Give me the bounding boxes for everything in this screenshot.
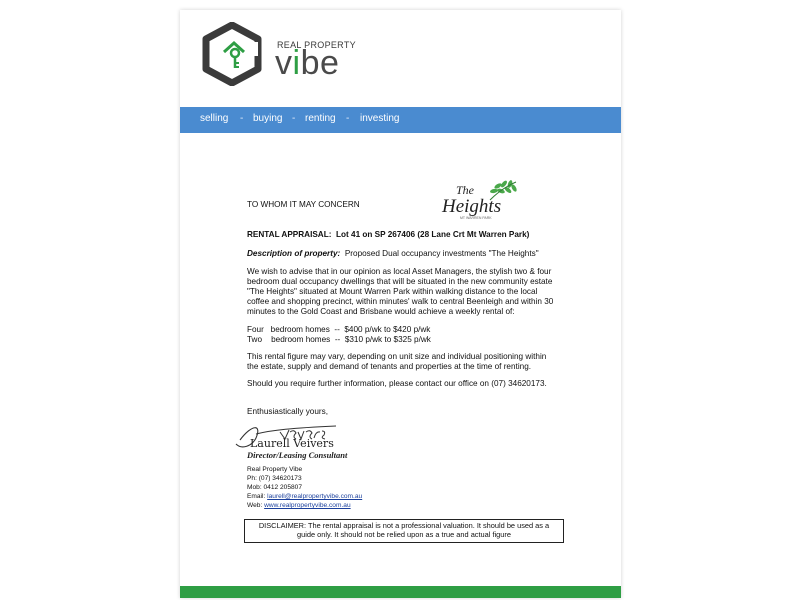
footer-bar xyxy=(180,586,621,598)
nav-bar xyxy=(180,107,621,133)
contact-email-line xyxy=(247,493,362,501)
disclaimer-line: DISCLAIMER: The rental appraisal is not a professional valuation. It should be used as a xyxy=(258,521,550,530)
svg-text:Heights: Heights xyxy=(442,196,502,217)
disclaimer-line: guide only. It should not be relied upon as a true and actual figure xyxy=(297,530,511,539)
paragraph-line: the estate, supply and demand of tenants and properties at the time of renting. xyxy=(247,362,532,371)
svg-text:MT WARREN PARK: MT WARREN PARK xyxy=(460,216,492,220)
rental-appraisal-label: RENTAL APPRAISAL: xyxy=(247,230,332,239)
paragraph-line: coffee and shopping precinct, within minutes' walk to central Beenleigh and within 30 xyxy=(247,297,554,306)
rental-two-bedroom: Two bedroom homes -- $310 p/wk to $325 p/wk xyxy=(247,335,431,344)
description-line xyxy=(247,249,539,259)
closing: Enthusiastically yours, xyxy=(247,407,328,416)
contact-company: Real Property Vibe xyxy=(247,466,303,473)
svg-text:The: The xyxy=(456,183,474,197)
nav-item-investing[interactable]: investing xyxy=(360,113,400,124)
disclaimer-box xyxy=(244,519,564,543)
paragraph-line: We wish to advise that in our opinion as local Asset Managers, the stylish two & four xyxy=(247,267,552,276)
nav-separator: - xyxy=(292,113,296,124)
nav-item-selling[interactable]: selling xyxy=(200,113,229,124)
paragraph-line: minutes to the Gold Coast and Brisbane would achieve a weekly rental of: xyxy=(247,307,515,316)
salutation: TO WHOM IT MAY CONCERN xyxy=(247,200,360,209)
web-label: Web: xyxy=(247,502,263,509)
paragraph-line: bedroom dual occupancy dwellings that will be situated in the new community estate xyxy=(247,277,553,286)
rental-four-bedroom: Four bedroom homes -- $400 p/wk to $420 p/wk xyxy=(247,325,431,334)
contact-mobile: Mob: 0412 205807 xyxy=(247,484,302,491)
brand-name: vibe xyxy=(275,44,340,82)
nav-item-renting[interactable]: renting xyxy=(305,113,336,124)
paragraph-line: "The Heights" situated at Mount Warren Park within walking distance to the local xyxy=(247,287,538,296)
website-link[interactable]: www.realpropertyvibe.com.au xyxy=(264,502,351,509)
email-link[interactable]: laurell@realpropertyvibe.com.au xyxy=(267,493,363,500)
nav-separator: - xyxy=(346,113,350,124)
rental-appraisal-value: Lot 41 on SP 267406 (28 Lane Crt Mt Warren Park) xyxy=(336,230,530,239)
signatory-title: Director/Leasing Consultant xyxy=(247,450,348,460)
nav-item-buying[interactable]: buying xyxy=(253,113,283,124)
brand-tagline: REAL PROPERTY xyxy=(277,40,356,50)
contact-phone: Ph: (07) 34620173 xyxy=(247,475,302,482)
signatory-name: Laurell Veivers xyxy=(250,437,334,450)
nav-separator: - xyxy=(240,113,244,124)
contact-web-line xyxy=(247,502,351,510)
rental-appraisal-line xyxy=(247,230,529,240)
description-value: Proposed Dual occupancy investments "The Heights" xyxy=(344,249,539,258)
contact-paragraph: Should you require further information, please contact our office on (07) 34620173. xyxy=(247,379,547,388)
house-key-logo-icon xyxy=(202,22,262,86)
email-label: Email: xyxy=(247,493,266,500)
paragraph-line: This rental figure may vary, depending on unit size and individual positioning within xyxy=(247,352,547,361)
letter-page xyxy=(180,10,621,598)
the-heights-logo-icon xyxy=(438,178,522,222)
description-label: Description of property: xyxy=(247,249,341,258)
